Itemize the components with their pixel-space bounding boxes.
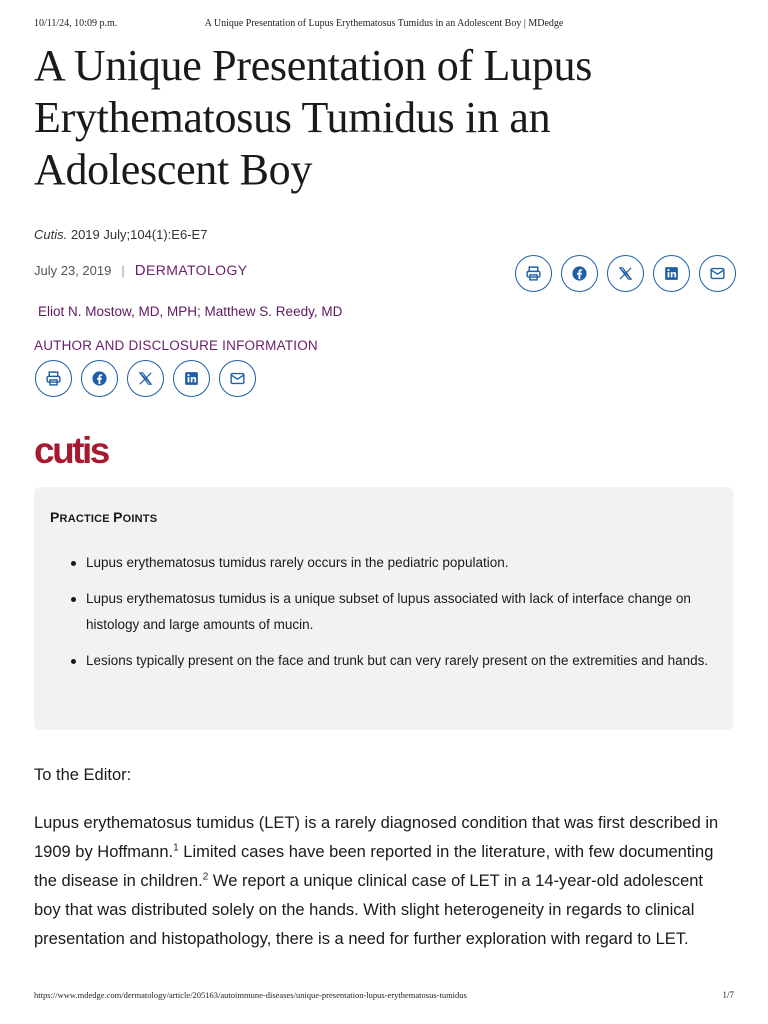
citation-journal: Cutis. <box>34 227 68 242</box>
facebook-icon <box>91 370 108 387</box>
print-share-button[interactable] <box>515 255 552 292</box>
linkedin-share-button[interactable] <box>653 255 690 292</box>
linkedin-icon <box>183 370 200 387</box>
print-date: 10/11/24, 10:09 p.m. <box>34 18 118 29</box>
print-icon <box>45 370 62 387</box>
facebook-share-button[interactable] <box>81 360 118 397</box>
body-paragraph: Lupus erythematosus tumidus (LET) is a rarely diagnosed condition that was first described in 1909 by Hoffmann.$^1$ Limited cases have been reported in the literature, with few documenting the disease in children.$^2$ We report a unique clinical case of LET in a 14-year-old adolescent boy that was distributed solely on the hands. With slight heterogeneity in regards to clinical presentation and histopathology, there is a need for further exploration with regard to LET. <box>34 814 719 948</box>
email-share-button[interactable] <box>219 360 256 397</box>
x-icon <box>137 370 154 387</box>
facebook-icon <box>571 265 588 282</box>
print-share-button[interactable] <box>35 360 72 397</box>
share-bar-bottom <box>35 360 256 397</box>
share-bar-top <box>515 255 736 292</box>
cutis-logo <box>34 428 124 468</box>
page-number: 1/7 <box>722 990 734 1000</box>
authors: Eliot N. Mostow, MD, MPH; Matthew S. Reedy, MD <box>38 304 343 319</box>
practice-points-box <box>34 487 733 730</box>
list-item: Lupus erythematosus tumidus rarely occurs in the pediatric population. <box>50 550 717 576</box>
print-url: https://www.mdedge.com/dermatology/article/205163/autoimmune-diseases/unique-presentation-lupus-erythematosus-tumidus <box>34 990 467 1000</box>
email-share-button[interactable] <box>699 255 736 292</box>
print-footer <box>34 990 734 1002</box>
email-icon <box>229 370 246 387</box>
x-share-button[interactable] <box>127 360 164 397</box>
x-share-button[interactable] <box>607 255 644 292</box>
publish-date: July 23, 2019 <box>34 263 112 278</box>
practice-points-list <box>50 550 717 674</box>
article-title: A Unique Presentation of Lupus Erythematosus Tumidus in an Adolescent Boy <box>34 41 593 194</box>
citation <box>34 227 207 242</box>
citation-details: 2019 July;104(1):E6-E7 <box>67 227 208 242</box>
print-header <box>34 18 734 32</box>
reference-1[interactable]: 1 <box>173 842 179 854</box>
list-item: Lupus erythematosus tumidus is a unique subset of lupus associated with lack of interface change on histology and large amounts of mucin. <box>50 586 717 638</box>
reference-2[interactable]: 2 <box>202 871 209 883</box>
x-icon <box>617 265 634 282</box>
print-icon <box>525 265 542 282</box>
meta-separator: | <box>121 263 125 278</box>
section-link[interactable]: DERMATOLOGY <box>134 262 248 279</box>
email-icon <box>709 265 726 282</box>
practice-points-heading: PRACTICE POINTS <box>50 509 158 525</box>
article-meta <box>34 262 247 279</box>
svg-text:cutis: cutis <box>34 430 108 468</box>
list-item: Lesions typically present on the face and trunk but can very rarely present on the extremities and hands. <box>50 648 717 674</box>
salutation: To the Editor: <box>34 766 132 784</box>
linkedin-share-button[interactable] <box>173 360 210 397</box>
facebook-share-button[interactable] <box>561 255 598 292</box>
author-disclosure-link[interactable]: AUTHOR AND DISCLOSURE INFORMATION <box>34 338 318 353</box>
linkedin-icon <box>663 265 680 282</box>
print-title: A Unique Presentation of Lupus Erythematosus Tumidus in an Adolescent Boy | MDedge <box>204 18 564 29</box>
